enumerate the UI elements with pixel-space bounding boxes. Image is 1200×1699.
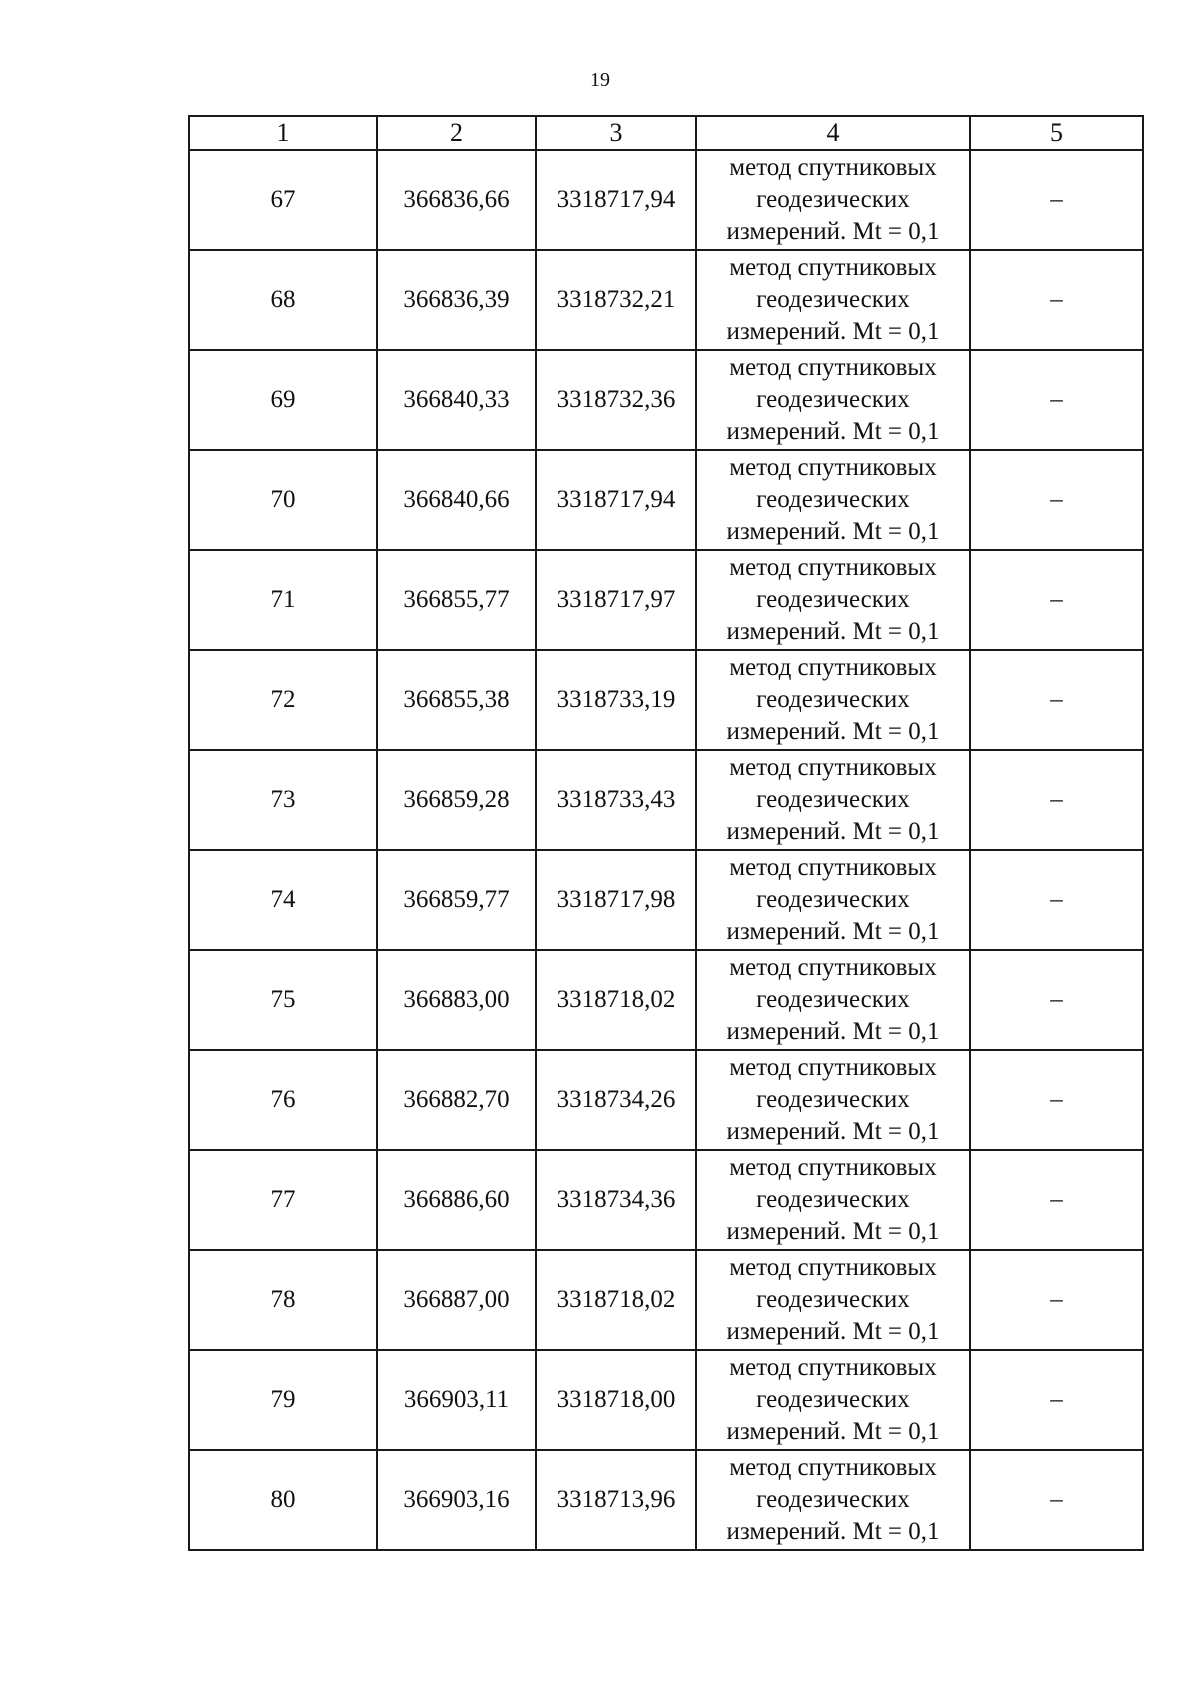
note-cell: –: [970, 1050, 1143, 1150]
method-cell: метод спутниковых геодезических измерений. Mt = 0,1: [696, 1350, 970, 1450]
note-cell: –: [970, 750, 1143, 850]
y-coordinate-cell: 3318733,19: [536, 650, 696, 750]
header-col-2: 2: [377, 116, 536, 150]
point-number-cell: 79: [189, 1350, 377, 1450]
table-row: [189, 1450, 1143, 1550]
point-number-cell: 76: [189, 1050, 377, 1150]
y-coordinate-cell: 3318733,43: [536, 750, 696, 850]
point-number-cell: 69: [189, 350, 377, 450]
y-coordinate-cell: 3318732,21: [536, 250, 696, 350]
x-coordinate-cell: 366840,33: [377, 350, 536, 450]
y-coordinate-cell: 3318732,36: [536, 350, 696, 450]
x-coordinate-cell: 366887,00: [377, 1250, 536, 1350]
point-number-cell: 67: [189, 150, 377, 250]
table-row: [189, 650, 1143, 750]
x-coordinate-cell: 366903,11: [377, 1350, 536, 1450]
header-col-4: 4: [696, 116, 970, 150]
coordinates-table: [188, 115, 1144, 1551]
method-cell: метод спутниковых геодезических измерений. Mt = 0,1: [696, 950, 970, 1050]
table-row: [189, 1050, 1143, 1150]
method-cell: метод спутниковых геодезических измерений. Mt = 0,1: [696, 350, 970, 450]
point-number-cell: 70: [189, 450, 377, 550]
table-row: [189, 350, 1143, 450]
point-number-cell: 75: [189, 950, 377, 1050]
method-cell: метод спутниковых геодезических измерений. Mt = 0,1: [696, 650, 970, 750]
table-row: [189, 950, 1143, 1050]
note-cell: –: [970, 950, 1143, 1050]
x-coordinate-cell: 366836,66: [377, 150, 536, 250]
note-cell: –: [970, 650, 1143, 750]
header-col-3: 3: [536, 116, 696, 150]
note-cell: –: [970, 1450, 1143, 1550]
x-coordinate-cell: 366859,77: [377, 850, 536, 950]
page-number: 19: [590, 69, 610, 91]
point-number-cell: 73: [189, 750, 377, 850]
method-cell: метод спутниковых геодезических измерений. Mt = 0,1: [696, 850, 970, 950]
table-row: [189, 450, 1143, 550]
y-coordinate-cell: 3318718,00: [536, 1350, 696, 1450]
method-cell: метод спутниковых геодезических измерений. Mt = 0,1: [696, 1150, 970, 1250]
y-coordinate-cell: 3318734,26: [536, 1050, 696, 1150]
x-coordinate-cell: 366886,60: [377, 1150, 536, 1250]
method-cell: метод спутниковых геодезических измерений. Mt = 0,1: [696, 150, 970, 250]
y-coordinate-cell: 3318718,02: [536, 950, 696, 1050]
x-coordinate-cell: 366882,70: [377, 1050, 536, 1150]
x-coordinate-cell: 366883,00: [377, 950, 536, 1050]
table-row: [189, 550, 1143, 650]
point-number-cell: 72: [189, 650, 377, 750]
y-coordinate-cell: 3318734,36: [536, 1150, 696, 1250]
x-coordinate-cell: 366855,77: [377, 550, 536, 650]
table-row: [189, 850, 1143, 950]
note-cell: –: [970, 550, 1143, 650]
point-number-cell: 80: [189, 1450, 377, 1550]
point-number-cell: 77: [189, 1150, 377, 1250]
y-coordinate-cell: 3318717,97: [536, 550, 696, 650]
table-row: [189, 1350, 1143, 1450]
point-number-cell: 78: [189, 1250, 377, 1350]
method-cell: метод спутниковых геодезических измерений. Mt = 0,1: [696, 1450, 970, 1550]
x-coordinate-cell: 366840,66: [377, 450, 536, 550]
table-row: [189, 150, 1143, 250]
table-row: [189, 1250, 1143, 1350]
method-cell: метод спутниковых геодезических измерений. Mt = 0,1: [696, 450, 970, 550]
point-number-cell: 68: [189, 250, 377, 350]
note-cell: –: [970, 1350, 1143, 1450]
note-cell: –: [970, 450, 1143, 550]
table-body: [189, 150, 1143, 1550]
x-coordinate-cell: 366836,39: [377, 250, 536, 350]
table-row: [189, 1150, 1143, 1250]
header-col-1: 1: [189, 116, 377, 150]
y-coordinate-cell: 3318717,94: [536, 150, 696, 250]
header-row: [189, 116, 1143, 150]
y-coordinate-cell: 3318713,96: [536, 1450, 696, 1550]
x-coordinate-cell: 366903,16: [377, 1450, 536, 1550]
method-cell: метод спутниковых геодезических измерений. Mt = 0,1: [696, 550, 970, 650]
table-header: [189, 116, 1143, 150]
note-cell: –: [970, 1250, 1143, 1350]
point-number-cell: 71: [189, 550, 377, 650]
x-coordinate-cell: 366859,28: [377, 750, 536, 850]
note-cell: –: [970, 350, 1143, 450]
method-cell: метод спутниковых геодезических измерений. Mt = 0,1: [696, 750, 970, 850]
y-coordinate-cell: 3318718,02: [536, 1250, 696, 1350]
method-cell: метод спутниковых геодезических измерений. Mt = 0,1: [696, 1050, 970, 1150]
method-cell: метод спутниковых геодезических измерений. Mt = 0,1: [696, 250, 970, 350]
x-coordinate-cell: 366855,38: [377, 650, 536, 750]
y-coordinate-cell: 3318717,98: [536, 850, 696, 950]
note-cell: –: [970, 150, 1143, 250]
y-coordinate-cell: 3318717,94: [536, 450, 696, 550]
note-cell: –: [970, 1150, 1143, 1250]
header-col-5: 5: [970, 116, 1143, 150]
note-cell: –: [970, 250, 1143, 350]
table-row: [189, 250, 1143, 350]
table-row: [189, 750, 1143, 850]
method-cell: метод спутниковых геодезических измерений. Mt = 0,1: [696, 1250, 970, 1350]
note-cell: –: [970, 850, 1143, 950]
point-number-cell: 74: [189, 850, 377, 950]
